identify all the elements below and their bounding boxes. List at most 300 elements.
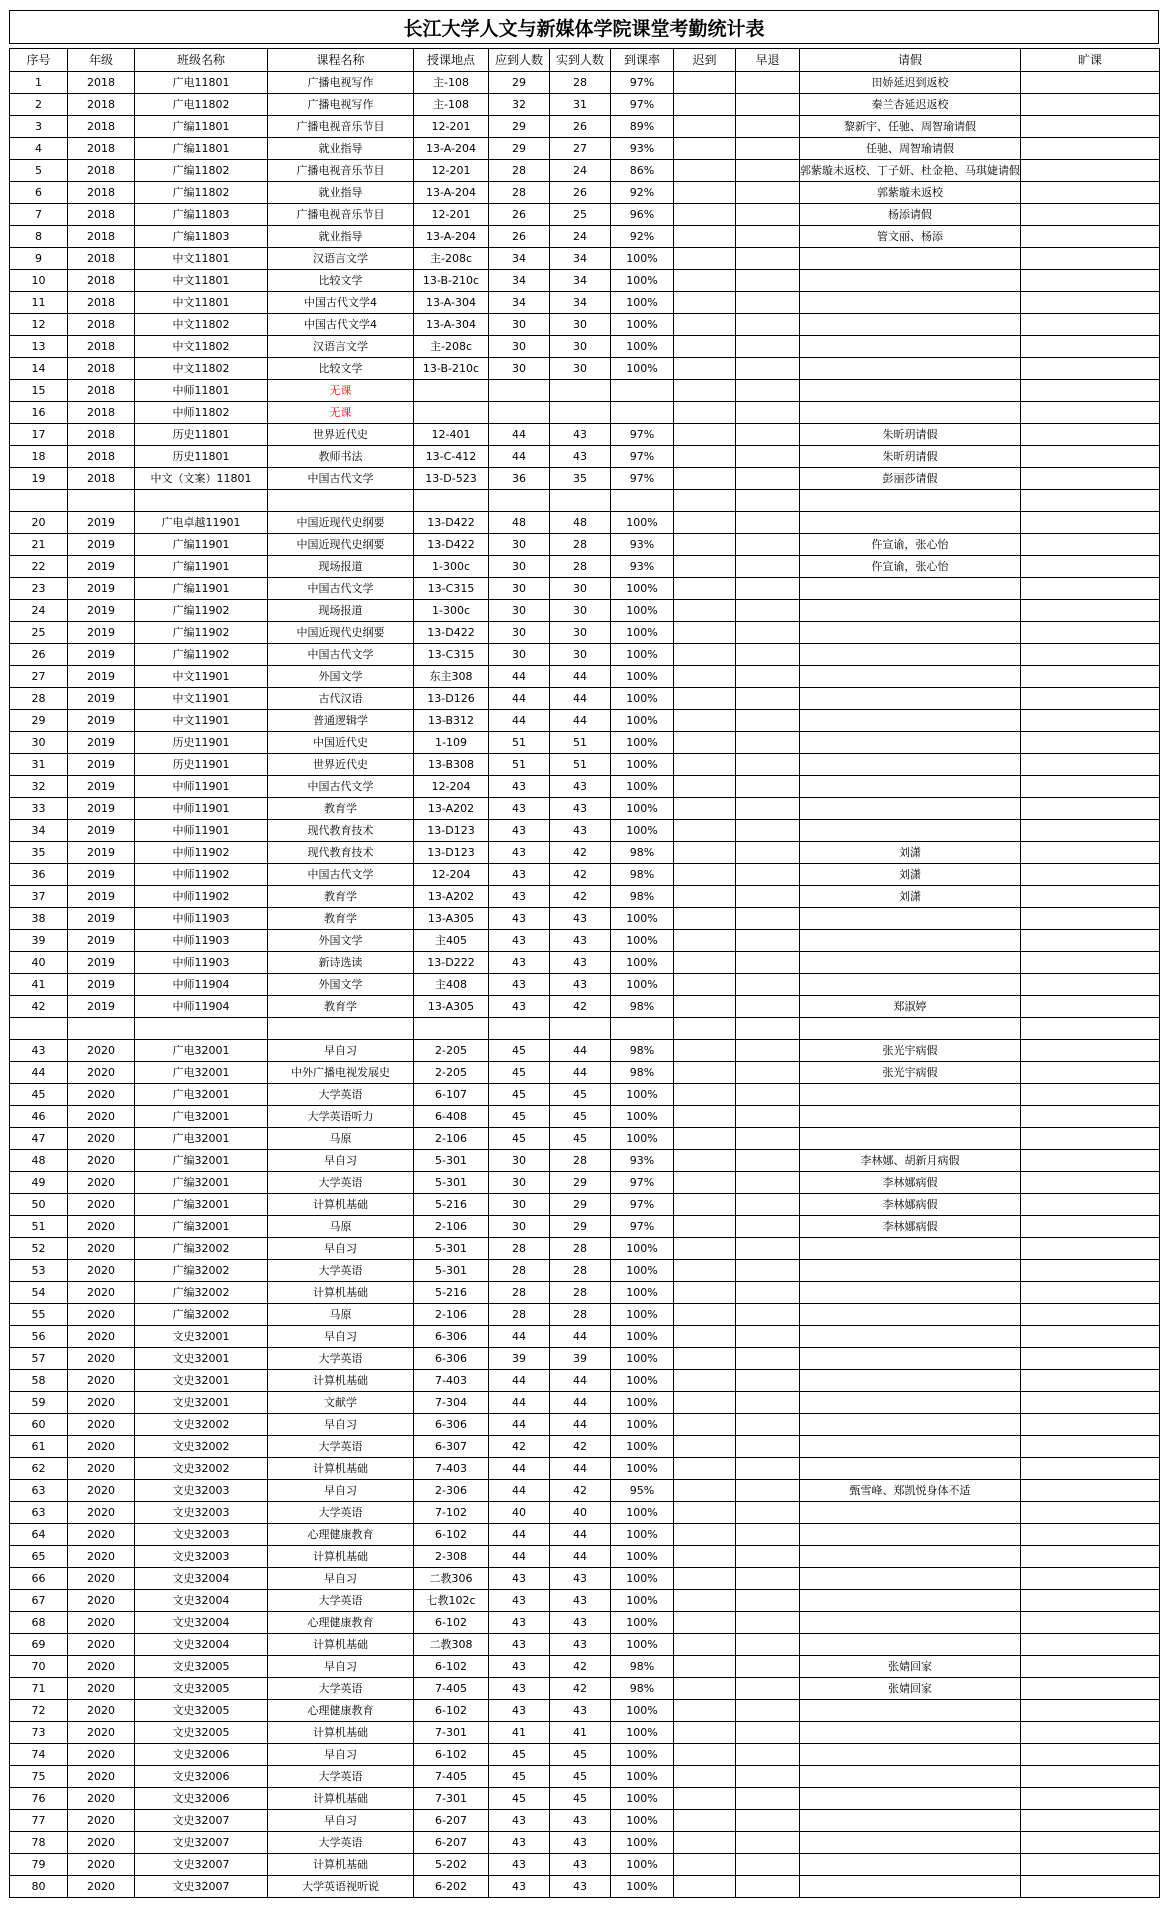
cell-location: 12-201 — [414, 204, 489, 226]
cell-class: 文史32004 — [135, 1634, 268, 1656]
cell-class: 广电11801 — [135, 72, 268, 94]
cell-early-leave — [736, 1084, 800, 1106]
cell-expected: 41 — [489, 1722, 550, 1744]
table-row — [10, 490, 1160, 512]
cell-class: 广电11802 — [135, 94, 268, 116]
cell-early-leave — [736, 1524, 800, 1546]
cell-class: 中师11903 — [135, 930, 268, 952]
cell-early-leave — [736, 996, 800, 1018]
cell-location: 13-B308 — [414, 754, 489, 776]
cell-course: 现场报道 — [268, 600, 414, 622]
cell-class: 广编32002 — [135, 1238, 268, 1260]
table-row — [10, 94, 1160, 116]
cell-grade: 2019 — [68, 688, 135, 710]
table-row — [10, 1502, 1160, 1524]
table-row — [10, 1766, 1160, 1788]
cell-expected: 44 — [489, 1480, 550, 1502]
cell-actual: 44 — [550, 1326, 611, 1348]
cell-class: 广编11801 — [135, 116, 268, 138]
cell-leave: 任驰、周智瑜请假 — [800, 138, 1021, 160]
cell-actual: 44 — [550, 688, 611, 710]
cell-rate: 100% — [611, 600, 674, 622]
cell-course — [268, 1018, 414, 1040]
cell-early-leave — [736, 1590, 800, 1612]
cell-leave: 张光宇病假 — [800, 1062, 1021, 1084]
cell-leave — [800, 578, 1021, 600]
cell-class: 文史32007 — [135, 1876, 268, 1898]
cell-seq: 55 — [10, 1304, 68, 1326]
table-row — [10, 160, 1160, 182]
cell-early-leave — [736, 1062, 800, 1084]
cell-actual: 30 — [550, 600, 611, 622]
cell-absent — [1021, 930, 1160, 952]
cell-class: 文史32001 — [135, 1348, 268, 1370]
cell-course: 早自习 — [268, 1480, 414, 1502]
cell-late — [674, 1590, 736, 1612]
cell-grade: 2020 — [68, 1832, 135, 1854]
cell-grade — [68, 1018, 135, 1040]
cell-absent — [1021, 974, 1160, 996]
cell-seq: 32 — [10, 776, 68, 798]
cell-grade: 2018 — [68, 204, 135, 226]
cell-location: 5-301 — [414, 1172, 489, 1194]
cell-seq: 79 — [10, 1854, 68, 1876]
cell-rate: 97% — [611, 1172, 674, 1194]
cell-class: 广编32002 — [135, 1282, 268, 1304]
cell-early-leave — [736, 864, 800, 886]
cell-expected: 43 — [489, 908, 550, 930]
cell-rate: 100% — [611, 1612, 674, 1634]
cell-absent — [1021, 1128, 1160, 1150]
cell-class: 中师11904 — [135, 996, 268, 1018]
cell-actual: 44 — [550, 1458, 611, 1480]
table-row — [10, 1546, 1160, 1568]
cell-actual: 43 — [550, 930, 611, 952]
cell-expected: 28 — [489, 160, 550, 182]
cell-seq: 15 — [10, 380, 68, 402]
table-row — [10, 1744, 1160, 1766]
cell-leave — [800, 688, 1021, 710]
cell-location: 2-306 — [414, 1480, 489, 1502]
cell-absent — [1021, 864, 1160, 886]
cell-expected — [489, 402, 550, 424]
cell-class: 广编32001 — [135, 1172, 268, 1194]
table-row — [10, 666, 1160, 688]
cell-absent — [1021, 490, 1160, 512]
cell-location: 6-306 — [414, 1326, 489, 1348]
cell-seq: 63 — [10, 1502, 68, 1524]
cell-absent — [1021, 336, 1160, 358]
cell-class: 广电32001 — [135, 1084, 268, 1106]
cell-class: 中师11904 — [135, 974, 268, 996]
cell-absent — [1021, 1590, 1160, 1612]
cell-leave — [800, 1502, 1021, 1524]
cell-grade: 2018 — [68, 402, 135, 424]
cell-rate: 97% — [611, 1216, 674, 1238]
cell-class: 历史11901 — [135, 732, 268, 754]
cell-location: 13-D123 — [414, 820, 489, 842]
cell-class: 广编11902 — [135, 600, 268, 622]
cell-seq: 46 — [10, 1106, 68, 1128]
cell-course: 就业指导 — [268, 226, 414, 248]
cell-leave — [800, 1414, 1021, 1436]
cell-leave — [800, 930, 1021, 952]
cell-grade: 2020 — [68, 1304, 135, 1326]
cell-expected: 30 — [489, 314, 550, 336]
header-actual: 实到人数 — [550, 49, 611, 72]
cell-class: 中文11901 — [135, 688, 268, 710]
cell-location: 7-405 — [414, 1766, 489, 1788]
cell-rate: 100% — [611, 952, 674, 974]
cell-actual: 42 — [550, 1436, 611, 1458]
cell-actual: 27 — [550, 138, 611, 160]
cell-expected: 29 — [489, 138, 550, 160]
cell-expected: 44 — [489, 446, 550, 468]
cell-course: 中国古代文学4 — [268, 292, 414, 314]
cell-course: 中国古代文学 — [268, 578, 414, 600]
cell-location: 7-304 — [414, 1392, 489, 1414]
cell-seq: 20 — [10, 512, 68, 534]
cell-course: 普通逻辑学 — [268, 710, 414, 732]
cell-expected: 43 — [489, 1590, 550, 1612]
cell-location: 主-208c — [414, 248, 489, 270]
table-row — [10, 336, 1160, 358]
cell-absent — [1021, 402, 1160, 424]
cell-seq: 17 — [10, 424, 68, 446]
cell-seq: 62 — [10, 1458, 68, 1480]
cell-late — [674, 1282, 736, 1304]
header-late: 迟到 — [674, 49, 736, 72]
cell-late — [674, 1172, 736, 1194]
cell-expected: 30 — [489, 600, 550, 622]
cell-late — [674, 94, 736, 116]
cell-grade — [68, 490, 135, 512]
cell-leave — [800, 292, 1021, 314]
cell-class: 文史32005 — [135, 1700, 268, 1722]
cell-location: 13-C315 — [414, 644, 489, 666]
cell-class: 中文（文案）11801 — [135, 468, 268, 490]
cell-course: 马原 — [268, 1216, 414, 1238]
cell-expected — [489, 490, 550, 512]
cell-leave — [800, 1524, 1021, 1546]
cell-absent — [1021, 908, 1160, 930]
cell-class: 广编11802 — [135, 182, 268, 204]
cell-location: 主405 — [414, 930, 489, 952]
cell-actual: 28 — [550, 72, 611, 94]
cell-location: 13-A-304 — [414, 292, 489, 314]
cell-class: 中文11801 — [135, 270, 268, 292]
cell-location: 7-403 — [414, 1458, 489, 1480]
cell-actual: 29 — [550, 1194, 611, 1216]
cell-absent — [1021, 468, 1160, 490]
cell-actual: 24 — [550, 160, 611, 182]
cell-grade: 2020 — [68, 1348, 135, 1370]
table-row — [10, 1172, 1160, 1194]
cell-class: 广电32001 — [135, 1128, 268, 1150]
cell-early-leave — [736, 116, 800, 138]
header-absent: 旷课 — [1021, 49, 1160, 72]
cell-early-leave — [736, 1722, 800, 1744]
cell-rate: 97% — [611, 468, 674, 490]
cell-location: 主-108 — [414, 72, 489, 94]
cell-early-leave — [736, 1018, 800, 1040]
cell-leave — [800, 952, 1021, 974]
cell-course: 比较文学 — [268, 358, 414, 380]
cell-location: 主-208c — [414, 336, 489, 358]
cell-grade: 2019 — [68, 842, 135, 864]
cell-expected: 45 — [489, 1128, 550, 1150]
cell-seq: 76 — [10, 1788, 68, 1810]
cell-rate: 98% — [611, 1062, 674, 1084]
cell-expected: 43 — [489, 952, 550, 974]
cell-absent — [1021, 1040, 1160, 1062]
cell-early-leave — [736, 1700, 800, 1722]
cell-late — [674, 1810, 736, 1832]
cell-grade: 2018 — [68, 446, 135, 468]
cell-expected: 40 — [489, 1502, 550, 1524]
cell-course: 教育学 — [268, 798, 414, 820]
cell-grade: 2020 — [68, 1062, 135, 1084]
cell-grade: 2018 — [68, 424, 135, 446]
cell-expected: 45 — [489, 1106, 550, 1128]
cell-expected: 43 — [489, 1854, 550, 1876]
cell-early-leave — [736, 1304, 800, 1326]
cell-expected: 43 — [489, 1656, 550, 1678]
cell-grade: 2018 — [68, 314, 135, 336]
cell-seq: 1 — [10, 72, 68, 94]
attendance-table — [9, 48, 1160, 1898]
cell-seq: 9 — [10, 248, 68, 270]
table-row — [10, 1656, 1160, 1678]
cell-early-leave — [736, 710, 800, 732]
cell-early-leave — [736, 886, 800, 908]
cell-late — [674, 116, 736, 138]
cell-course: 心理健康教育 — [268, 1700, 414, 1722]
cell-rate: 97% — [611, 446, 674, 468]
cell-grade: 2018 — [68, 94, 135, 116]
cell-late — [674, 512, 736, 534]
cell-seq: 71 — [10, 1678, 68, 1700]
cell-class: 广电卓越11901 — [135, 512, 268, 534]
cell-early-leave — [736, 204, 800, 226]
cell-leave — [800, 1700, 1021, 1722]
cell-absent — [1021, 1348, 1160, 1370]
cell-location: 6-306 — [414, 1348, 489, 1370]
cell-course: 早自习 — [268, 1568, 414, 1590]
cell-grade: 2018 — [68, 292, 135, 314]
cell-absent — [1021, 226, 1160, 248]
cell-rate: 98% — [611, 1678, 674, 1700]
cell-course: 马原 — [268, 1304, 414, 1326]
cell-absent — [1021, 996, 1160, 1018]
cell-expected: 43 — [489, 776, 550, 798]
cell-location: 6-202 — [414, 1876, 489, 1898]
cell-leave: 管文丽、杨添 — [800, 226, 1021, 248]
cell-course: 大学英语 — [268, 1678, 414, 1700]
cell-location: 2-308 — [414, 1546, 489, 1568]
cell-grade: 2020 — [68, 1722, 135, 1744]
cell-seq: 16 — [10, 402, 68, 424]
cell-early-leave — [736, 600, 800, 622]
cell-rate: 100% — [611, 974, 674, 996]
cell-actual: 24 — [550, 226, 611, 248]
cell-grade: 2020 — [68, 1854, 135, 1876]
cell-late — [674, 1854, 736, 1876]
cell-actual: 28 — [550, 556, 611, 578]
cell-class: 广编11902 — [135, 622, 268, 644]
cell-seq: 3 — [10, 116, 68, 138]
cell-late — [674, 534, 736, 556]
cell-course: 中国古代文学 — [268, 864, 414, 886]
cell-expected: 43 — [489, 930, 550, 952]
table-row — [10, 204, 1160, 226]
cell-location: 5-301 — [414, 1238, 489, 1260]
cell-late — [674, 1260, 736, 1282]
cell-grade: 2020 — [68, 1084, 135, 1106]
cell-early-leave — [736, 754, 800, 776]
cell-class: 文史32006 — [135, 1788, 268, 1810]
cell-late — [674, 1040, 736, 1062]
cell-late — [674, 886, 736, 908]
cell-expected: 44 — [489, 1524, 550, 1546]
cell-absent — [1021, 886, 1160, 908]
cell-early-leave — [736, 666, 800, 688]
cell-course: 早自习 — [268, 1326, 414, 1348]
cell-course: 外国文学 — [268, 974, 414, 996]
cell-grade: 2020 — [68, 1282, 135, 1304]
cell-leave — [800, 820, 1021, 842]
cell-course: 计算机基础 — [268, 1854, 414, 1876]
cell-seq: 12 — [10, 314, 68, 336]
cell-early-leave — [736, 556, 800, 578]
cell-course: 大学英语 — [268, 1436, 414, 1458]
table-row — [10, 1304, 1160, 1326]
cell-leave — [800, 358, 1021, 380]
cell-absent — [1021, 446, 1160, 468]
cell-leave: 张婧回家 — [800, 1656, 1021, 1678]
cell-rate: 93% — [611, 1150, 674, 1172]
cell-rate: 100% — [611, 1238, 674, 1260]
cell-seq: 75 — [10, 1766, 68, 1788]
cell-expected: 43 — [489, 1810, 550, 1832]
cell-class: 历史11801 — [135, 446, 268, 468]
cell-late — [674, 336, 736, 358]
cell-rate: 97% — [611, 94, 674, 116]
cell-actual: 29 — [550, 1172, 611, 1194]
cell-actual: 35 — [550, 468, 611, 490]
cell-early-leave — [736, 182, 800, 204]
cell-late — [674, 1524, 736, 1546]
cell-grade: 2020 — [68, 1260, 135, 1282]
cell-actual: 43 — [550, 424, 611, 446]
cell-late — [674, 578, 736, 600]
cell-class: 文史32002 — [135, 1414, 268, 1436]
cell-actual: 51 — [550, 732, 611, 754]
cell-actual: 45 — [550, 1084, 611, 1106]
cell-early-leave — [736, 1568, 800, 1590]
cell-rate: 100% — [611, 1128, 674, 1150]
cell-leave — [800, 1238, 1021, 1260]
cell-class: 中师11903 — [135, 952, 268, 974]
cell-late — [674, 974, 736, 996]
table-row — [10, 1062, 1160, 1084]
cell-late — [674, 732, 736, 754]
cell-leave — [800, 1810, 1021, 1832]
cell-seq: 39 — [10, 930, 68, 952]
table-row — [10, 1348, 1160, 1370]
table-row — [10, 1568, 1160, 1590]
table-row — [10, 930, 1160, 952]
table-row — [10, 886, 1160, 908]
cell-expected: 39 — [489, 1348, 550, 1370]
cell-leave — [800, 1084, 1021, 1106]
cell-seq: 36 — [10, 864, 68, 886]
cell-seq: 49 — [10, 1172, 68, 1194]
cell-early-leave — [736, 1854, 800, 1876]
cell-expected: 30 — [489, 578, 550, 600]
cell-grade: 2019 — [68, 534, 135, 556]
cell-location: 7-403 — [414, 1370, 489, 1392]
cell-absent — [1021, 248, 1160, 270]
cell-late — [674, 1546, 736, 1568]
cell-seq — [10, 1018, 68, 1040]
cell-course: 教育学 — [268, 908, 414, 930]
cell-class: 广编11902 — [135, 644, 268, 666]
cell-location: 1-300c — [414, 600, 489, 622]
cell-late — [674, 160, 736, 182]
cell-location: 6-207 — [414, 1810, 489, 1832]
cell-location: 13-A202 — [414, 798, 489, 820]
cell-absent — [1021, 1744, 1160, 1766]
cell-location: 6-102 — [414, 1656, 489, 1678]
cell-actual: 34 — [550, 292, 611, 314]
cell-course: 大学英语 — [268, 1832, 414, 1854]
cell-course: 大学英语听力 — [268, 1106, 414, 1128]
cell-grade: 2020 — [68, 1326, 135, 1348]
cell-absent — [1021, 1568, 1160, 1590]
cell-early-leave — [736, 688, 800, 710]
cell-seq: 67 — [10, 1590, 68, 1612]
cell-location: 13-B-210c — [414, 270, 489, 292]
cell-leave: 李林娜病假 — [800, 1194, 1021, 1216]
cell-actual: 44 — [550, 1524, 611, 1546]
cell-early-leave — [736, 226, 800, 248]
cell-class: 文史32005 — [135, 1722, 268, 1744]
cell-late — [674, 1700, 736, 1722]
table-row — [10, 1414, 1160, 1436]
cell-location: 12-401 — [414, 424, 489, 446]
cell-expected: 43 — [489, 1612, 550, 1634]
cell-location: 7-301 — [414, 1788, 489, 1810]
cell-rate: 100% — [611, 1392, 674, 1414]
cell-seq: 53 — [10, 1260, 68, 1282]
cell-course: 世界近代史 — [268, 754, 414, 776]
cell-expected: 51 — [489, 732, 550, 754]
cell-expected: 30 — [489, 336, 550, 358]
cell-actual: 44 — [550, 1062, 611, 1084]
cell-grade: 2020 — [68, 1590, 135, 1612]
cell-course: 中国古代文学 — [268, 776, 414, 798]
cell-rate: 100% — [611, 1084, 674, 1106]
cell-absent — [1021, 72, 1160, 94]
cell-absent — [1021, 512, 1160, 534]
cell-grade: 2020 — [68, 1106, 135, 1128]
cell-actual: 43 — [550, 952, 611, 974]
cell-seq: 80 — [10, 1876, 68, 1898]
cell-leave: 彭丽莎请假 — [800, 468, 1021, 490]
cell-expected: 34 — [489, 270, 550, 292]
cell-actual: 42 — [550, 1480, 611, 1502]
